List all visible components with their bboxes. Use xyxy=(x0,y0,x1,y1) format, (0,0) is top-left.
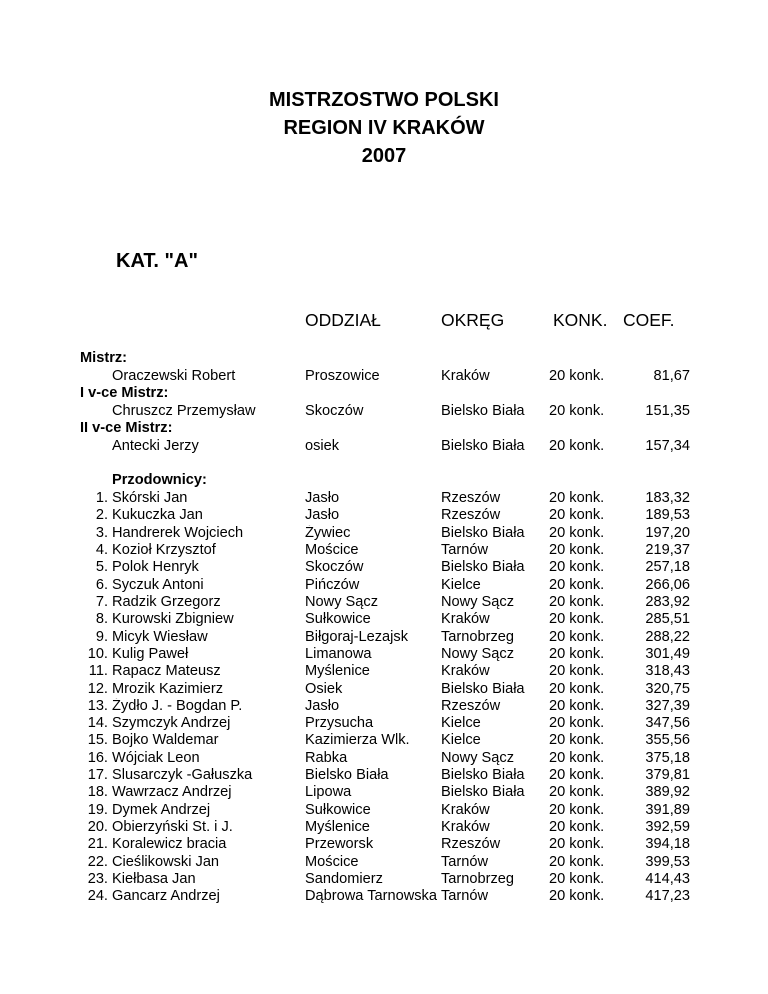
header-coef: COEF. xyxy=(623,310,675,330)
leader-number: 7. xyxy=(95,593,108,610)
leader-coef: 394,18 xyxy=(645,836,690,853)
vice-champion-2-okreg: Bielsko Biała xyxy=(441,438,525,454)
leader-name: Kulig Paweł xyxy=(112,645,189,662)
leader-name: Wawrzacz Andrzej xyxy=(112,784,232,801)
leader-konk: 20 konk. xyxy=(549,593,605,610)
leader-name: Bojko Waldemar xyxy=(112,732,219,749)
leader-okreg: Bielsko Biała xyxy=(441,559,525,576)
leader-konk: 20 konk. xyxy=(549,715,605,732)
leader-number: 21. xyxy=(87,836,108,853)
leader-number: 4. xyxy=(95,541,108,558)
leader-okreg: Tarnów xyxy=(441,853,489,870)
vice-champion-1-name: Chruszcz Przemysław xyxy=(112,403,256,419)
leader-okreg: Kielce xyxy=(441,715,481,732)
leader-oddzial: Kazimierza Wlk. xyxy=(305,732,410,749)
champion-row xyxy=(0,368,768,385)
table-row xyxy=(0,888,768,905)
leader-konk: 20 konk. xyxy=(549,784,605,801)
leader-konk: 20 konk. xyxy=(549,819,605,836)
vice-champion-1-konk: 20 konk. xyxy=(549,403,605,419)
leader-number: 22. xyxy=(87,853,108,870)
table-row xyxy=(0,871,768,888)
leader-name: Gancarz Andrzej xyxy=(112,888,220,905)
leader-coef: 283,92 xyxy=(645,593,690,610)
vice-champion-1-row xyxy=(0,403,768,420)
leader-oddzial: Żywiec xyxy=(305,524,351,541)
leader-oddzial: Pińczów xyxy=(305,576,360,593)
leader-coef: 219,37 xyxy=(645,541,690,558)
leader-number: 14. xyxy=(87,715,108,732)
vice-champion-2-name: Antecki Jerzy xyxy=(112,438,199,454)
leader-oddzial: Przysucha xyxy=(305,715,374,732)
table-row xyxy=(0,594,768,611)
leader-number: 10. xyxy=(87,645,108,662)
leader-konk: 20 konk. xyxy=(549,559,605,576)
leader-oddzial: Mościce xyxy=(305,853,359,870)
leader-coef: 301,49 xyxy=(645,645,690,662)
leader-coef: 414,43 xyxy=(645,871,690,888)
leader-oddzial: Sandomierz xyxy=(305,871,383,888)
leader-number: 3. xyxy=(95,524,108,541)
leader-okreg: Rzeszów xyxy=(441,836,501,853)
leader-coef: 399,53 xyxy=(645,853,690,870)
leader-coef: 288,22 xyxy=(645,628,690,645)
header-okreg: OKRĘG xyxy=(441,310,505,330)
table-row xyxy=(0,836,768,853)
champion-label-row xyxy=(0,350,768,367)
champion-label: Mistrz: xyxy=(80,350,128,366)
table-row xyxy=(0,732,768,749)
leader-konk: 20 konk. xyxy=(549,524,605,541)
leader-oddzial: Sułkowice xyxy=(305,611,371,628)
leader-oddzial: Sułkowice xyxy=(305,801,371,818)
title-line-2: REGION IV KRAKÓW xyxy=(283,117,485,139)
leader-konk: 20 konk. xyxy=(549,888,605,905)
table-row xyxy=(0,490,768,507)
leader-number: 18. xyxy=(87,784,108,801)
leader-oddzial: Jasło xyxy=(305,697,340,714)
leader-name: Kiełbasa Jan xyxy=(112,871,196,888)
leader-coef: 197,20 xyxy=(645,524,690,541)
leader-oddzial: Myślenice xyxy=(305,663,370,680)
leader-name: Handrerek Wojciech xyxy=(112,524,244,541)
leader-number: 2. xyxy=(95,507,108,524)
leader-number: 5. xyxy=(95,559,108,576)
leader-number: 9. xyxy=(95,628,108,645)
leader-number: 24. xyxy=(87,888,108,905)
leader-number: 15. xyxy=(87,732,108,749)
table-row xyxy=(0,507,768,524)
table-row xyxy=(0,715,768,732)
title-line-3: 2007 xyxy=(361,145,407,167)
leader-okreg: Bielsko Biała xyxy=(441,767,525,784)
leader-konk: 20 konk. xyxy=(549,541,605,558)
leader-number: 12. xyxy=(87,680,108,697)
table-row xyxy=(0,681,768,698)
leader-oddzial: Jasło xyxy=(305,507,340,524)
vice-champion-2-row xyxy=(0,438,768,455)
leader-coef: 391,89 xyxy=(645,801,690,818)
leader-name: Wójciak Leon xyxy=(112,749,200,766)
leader-name: Radzik Grzegorz xyxy=(112,593,221,610)
leader-coef: 318,43 xyxy=(645,663,690,680)
leader-konk: 20 konk. xyxy=(549,749,605,766)
leader-name: Koralewicz bracia xyxy=(112,836,227,853)
leader-konk: 20 konk. xyxy=(549,732,605,749)
leader-konk: 20 konk. xyxy=(549,836,605,853)
leader-oddzial: Jasło xyxy=(305,490,340,506)
leader-konk: 20 konk. xyxy=(549,853,605,870)
vice-champion-2-label: II v-ce Mistrz: xyxy=(80,420,173,436)
leader-coef: 379,81 xyxy=(645,767,690,784)
leader-okreg: Kraków xyxy=(441,819,490,836)
table-row xyxy=(0,698,768,715)
leader-konk: 20 konk. xyxy=(549,645,605,662)
leader-okreg: Tarnów xyxy=(441,888,489,905)
table-row xyxy=(0,611,768,628)
leader-name: Kozioł Krzysztof xyxy=(112,541,216,558)
leader-konk: 20 konk. xyxy=(549,767,605,784)
vice-champion-2-label-row xyxy=(0,420,768,437)
leader-konk: 20 konk. xyxy=(549,507,605,524)
leader-oddzial: Lipowa xyxy=(305,784,352,801)
leader-number: 17. xyxy=(87,767,108,784)
leader-konk: 20 konk. xyxy=(549,490,605,506)
table-row xyxy=(0,663,768,680)
leaders-label-row xyxy=(0,472,768,489)
category-heading: KAT. "A" xyxy=(116,250,198,272)
leader-okreg: Bielsko Biała xyxy=(441,524,525,541)
leader-name: Mrozik Kazimierz xyxy=(112,680,224,697)
leader-oddzial: Bielsko Biała xyxy=(305,767,389,784)
leader-coef: 257,18 xyxy=(645,559,690,576)
leader-konk: 20 konk. xyxy=(549,871,605,888)
leader-name: Żydło J. - Bogdan P. xyxy=(112,697,243,714)
vice-champion-2-coef: 157,34 xyxy=(645,438,690,454)
leader-okreg: Kielce xyxy=(441,576,481,593)
champion-oddzial: Proszowice xyxy=(305,368,380,384)
leader-name: Cieślikowski Jan xyxy=(112,853,220,870)
header-oddzial: ODDZIAŁ xyxy=(305,310,381,330)
leader-oddzial: Rabka xyxy=(305,749,348,766)
leader-coef: 183,32 xyxy=(645,490,690,506)
leader-okreg: Tarnobrzeg xyxy=(441,628,515,645)
leader-name: Polok Henryk xyxy=(112,559,199,576)
leader-number: 11. xyxy=(88,663,108,680)
table-row xyxy=(0,750,768,767)
table-row xyxy=(0,819,768,836)
leader-konk: 20 konk. xyxy=(549,628,605,645)
leader-okreg: Tarnów xyxy=(441,541,489,558)
vice-champion-1-okreg: Bielsko Biała xyxy=(441,403,525,419)
vice-champion-1-label: I v-ce Mistrz: xyxy=(80,385,169,401)
leader-okreg: Bielsko Biała xyxy=(441,680,525,697)
leader-name: Slusarczyk -Gałuszka xyxy=(112,767,253,784)
leader-coef: 285,51 xyxy=(645,611,690,628)
leader-konk: 20 konk. xyxy=(549,680,605,697)
leader-coef: 417,23 xyxy=(645,888,690,905)
leader-coef: 266,06 xyxy=(645,576,690,593)
leaders-label: Przodownicy: xyxy=(112,472,207,488)
champion-name: Oraczewski Robert xyxy=(112,368,236,384)
vice-champion-1-coef: 151,35 xyxy=(645,403,690,419)
leader-oddzial: Myślenice xyxy=(305,819,370,836)
table-row xyxy=(0,854,768,871)
leader-oddzial: Osiek xyxy=(305,680,343,697)
leader-coef: 320,75 xyxy=(645,680,690,697)
leader-okreg: Rzeszów xyxy=(441,507,501,524)
leader-oddzial: Skoczów xyxy=(305,559,364,576)
leader-oddzial: Biłgoraj-Lezajsk xyxy=(305,628,409,645)
leader-name: Rapacz Mateusz xyxy=(112,663,221,680)
leader-okreg: Rzeszów xyxy=(441,697,501,714)
table-row xyxy=(0,577,768,594)
leader-okreg: Nowy Sącz xyxy=(441,749,514,766)
champion-konk: 20 konk. xyxy=(549,368,605,384)
leader-okreg: Kraków xyxy=(441,663,490,680)
table-row xyxy=(0,559,768,576)
leader-coef: 355,56 xyxy=(645,732,690,749)
leader-coef: 375,18 xyxy=(645,749,690,766)
leader-konk: 20 konk. xyxy=(549,663,605,680)
title-line-1: MISTRZOSTWO POLSKI xyxy=(269,89,499,111)
leader-number: 16. xyxy=(87,749,108,766)
champion-okreg: Kraków xyxy=(441,368,490,384)
leader-number: 8. xyxy=(95,611,108,628)
leader-number: 19. xyxy=(87,801,108,818)
vice-champion-2-konk: 20 konk. xyxy=(549,438,605,454)
table-row xyxy=(0,802,768,819)
leader-number: 6. xyxy=(95,576,108,593)
table-row xyxy=(0,784,768,801)
leader-coef: 347,56 xyxy=(645,715,690,732)
leader-konk: 20 konk. xyxy=(549,697,605,714)
table-row xyxy=(0,767,768,784)
table-row xyxy=(0,646,768,663)
leader-okreg: Nowy Sącz xyxy=(441,593,514,610)
leader-number: 1. xyxy=(95,490,108,506)
table-row xyxy=(0,525,768,542)
leader-name: Micyk Wiesław xyxy=(112,628,208,645)
leader-konk: 20 konk. xyxy=(549,576,605,593)
vice-champion-1-label-row xyxy=(0,385,768,402)
leader-okreg: Bielsko Biała xyxy=(441,784,525,801)
leader-okreg: Kielce xyxy=(441,732,481,749)
table-row xyxy=(0,629,768,646)
leader-name: Skórski Jan xyxy=(112,490,188,506)
leader-okreg: Kraków xyxy=(441,611,490,628)
vice-champion-2-oddzial: osiek xyxy=(305,438,340,454)
leader-okreg: Nowy Sącz xyxy=(441,645,514,662)
champion-coef: 81,67 xyxy=(653,368,690,384)
leader-name: Szymczyk Andrzej xyxy=(112,715,231,732)
leader-oddzial: Nowy Sącz xyxy=(305,593,378,610)
leader-coef: 392,59 xyxy=(645,819,690,836)
leader-name: Obierzyński St. i J. xyxy=(112,819,233,836)
leader-name: Dymek Andrzej xyxy=(112,801,211,818)
leader-name: Syczuk Antoni xyxy=(112,576,204,593)
leader-name: Kukuczka Jan xyxy=(112,507,203,524)
leader-coef: 189,53 xyxy=(645,507,690,524)
leader-oddzial: Dąbrowa Tarnowska xyxy=(305,888,437,905)
leader-oddzial: Limanowa xyxy=(305,645,372,662)
leader-oddzial: Mościce xyxy=(305,541,359,558)
leader-okreg: Rzeszów xyxy=(441,490,501,506)
leader-coef: 327,39 xyxy=(645,697,690,714)
leader-konk: 20 konk. xyxy=(549,611,605,628)
leader-konk: 20 konk. xyxy=(549,801,605,818)
leader-okreg: Tarnobrzeg xyxy=(441,871,515,888)
leader-okreg: Kraków xyxy=(441,801,490,818)
leader-number: 13. xyxy=(87,697,108,714)
leader-name: Kurowski Zbigniew xyxy=(112,611,234,628)
table-row xyxy=(0,542,768,559)
vice-champion-1-oddzial: Skoczów xyxy=(305,403,364,419)
leader-number: 20. xyxy=(87,819,108,836)
leader-coef: 389,92 xyxy=(645,784,690,801)
leader-number: 23. xyxy=(87,871,108,888)
leader-oddzial: Przeworsk xyxy=(305,836,374,853)
header-konk: KONK. xyxy=(553,310,608,330)
document-title xyxy=(0,86,768,170)
